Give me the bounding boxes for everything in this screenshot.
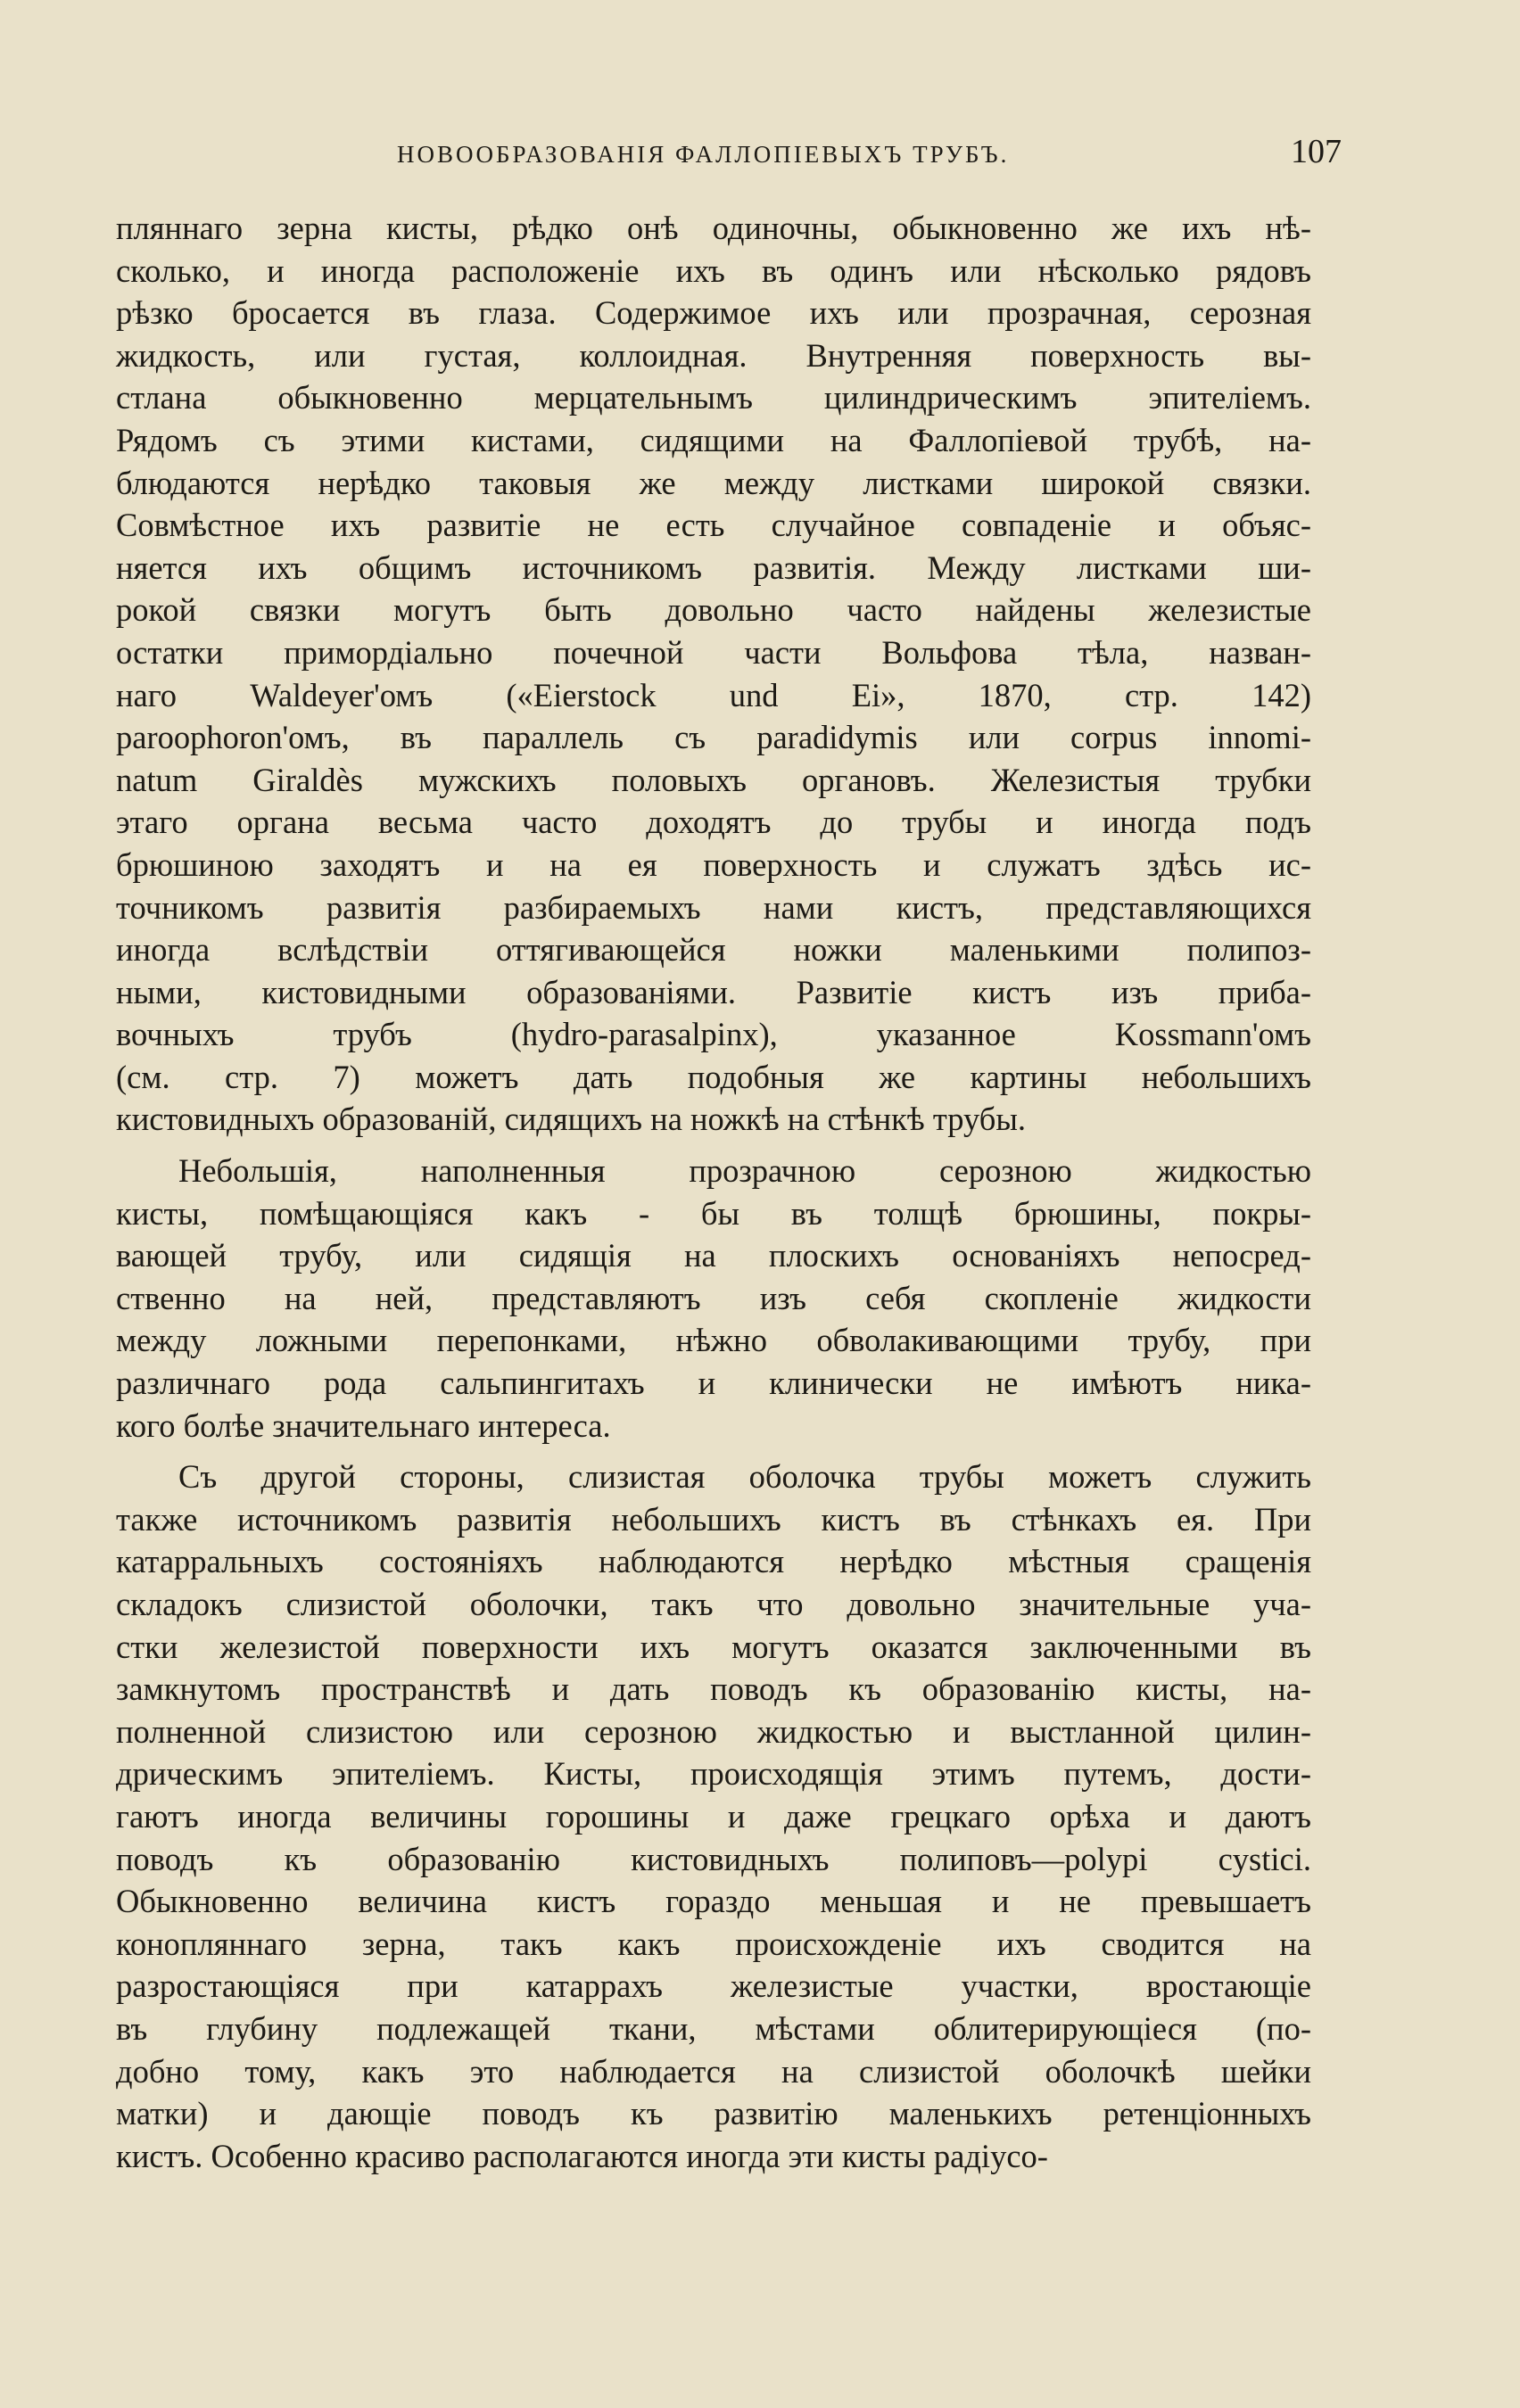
text-line: иногда вслѣдствіи оттягивающейся ножки маленькими полипоз-	[116, 931, 1311, 969]
text-line: стки железистой поверхности ихъ могутъ оказатся заключенными въ	[116, 1628, 1311, 1665]
text-line: Небольшія, наполненныя прозрачною серозною жидкостью	[178, 1152, 1311, 1190]
text-line: кистъ. Особенно красиво располагаются иногда эти кисты радіусо-	[116, 2137, 1048, 2174]
text-line: пляннаго зерна кисты, рѣдко онѣ одиночны, обыкновенно же ихъ нѣ-	[116, 210, 1311, 246]
text-line: замкнутомъ пространствѣ и дать поводъ къ образованію кисты, на-	[116, 1670, 1311, 1708]
running-title: НОВООБРАЗОВАНІЯ ФАЛЛОПІЕВЫХЪ ТРУБЪ.	[397, 141, 1010, 168]
text-line: рѣзко бросается въ глаза. Содержимое ихъ или прозрачная, серозная	[116, 294, 1311, 332]
text-line: сколько, и иногда расположеніе ихъ въ одинъ или нѣсколько рядовъ	[116, 252, 1311, 289]
text-line: различнаго рода сальпингитахъ и клинически не имѣютъ ника-	[116, 1365, 1311, 1402]
text-line: жидкость, или густая, коллоидная. Внутренняя поверхность вы-	[116, 336, 1311, 374]
text-line: Обыкновенно величина кистъ гораздо меньшая и не превышаетъ	[116, 1883, 1311, 1920]
paragraph	[116, 207, 1311, 1141]
text-line: поводъ къ образованію кистовидныхъ полиповъ—polypi cystici.	[116, 1840, 1311, 1877]
text-line: конопляннаго зерна, такъ какъ происхожденіе ихъ сводится на	[116, 1925, 1311, 1962]
text-line: няется ихъ общимъ источникомъ развитія. Между листками ши-	[116, 548, 1311, 586]
running-head	[116, 132, 1342, 177]
text-line: этаго органа весьма часто доходятъ до трубы и иногда подъ	[116, 804, 1311, 841]
text-line: складокъ слизистой оболочки, такъ что довольно значительные уча-	[116, 1586, 1311, 1622]
body-text	[116, 207, 1311, 2177]
text-line: разростающіяся при катаррахъ железистые участки, вростающіе	[116, 1967, 1311, 2005]
text-line: полненной слизистою или серозною жидкостью и выстланной цилин-	[116, 1712, 1311, 1750]
text-line: вочныхъ трубъ (hydro-parasalpinx), указанное Kossmann'омъ	[116, 1016, 1311, 1053]
text-line: въ глубину подлежащей ткани, мѣстами облитерирующіеся (по-	[116, 2009, 1311, 2047]
text-line: брюшиною заходятъ и на ея поверхность и служатъ здѣсь ис-	[116, 845, 1311, 883]
text-line: рокой связки могутъ быть довольно часто найдены железистые	[116, 591, 1311, 629]
text-line: также источникомъ развитія небольшихъ кистъ въ стѣнкахъ ея. При	[116, 1500, 1311, 1538]
text-line: блюдаются нерѣдко таковыя же между листками широкой связки.	[116, 464, 1311, 501]
text-line: между ложными перепонками, нѣжно обволакивающими трубу, при	[116, 1322, 1311, 1359]
page-number: 107	[1291, 133, 1342, 170]
text-line: гаютъ иногда величины горошины и даже грецкаго орѣха и даютъ	[116, 1797, 1311, 1835]
text-line: дрическимъ эпителіемъ. Кисты, происходящія этимъ путемъ, дости-	[116, 1755, 1311, 1793]
text-line: матки) и дающіе поводъ къ развитію маленькихъ ретенціонныхъ	[116, 2095, 1311, 2132]
text-line: остатки примордіально почечной части Вольфова тѣла, назван-	[116, 633, 1311, 671]
text-line: кисты, помѣщающіяся какъ - бы въ толщѣ брюшины, покры-	[116, 1194, 1311, 1232]
text-line: ными, кистовидными образованіями. Развитіе кистъ изъ прибa-	[116, 973, 1311, 1010]
text-line: кистовидныхъ образованій, сидящихъ на ножкѣ на стѣнкѣ трубы.	[116, 1101, 1026, 1138]
paragraph	[116, 1150, 1311, 1447]
text-line: Совмѣстное ихъ развитіе не есть случайное совпаденіе и объяс-	[116, 507, 1311, 544]
text-line: (см. стр. 7) можетъ дать подобныя же картины небольшихъ	[116, 1058, 1311, 1095]
text-line: вающей трубу, или сидящія на плоскихъ основаніяхъ непосред-	[116, 1237, 1311, 1274]
text-line: стлана обыкновенно мерцательнымъ цилиндрическимъ эпителіемъ.	[116, 379, 1311, 416]
text-line: кого болѣе значительнаго интереса.	[116, 1406, 611, 1444]
text-line: paroophoron'омъ, въ параллель съ paradidymis или corpus innomi-	[116, 719, 1311, 756]
text-line: Съ другой стороны, слизистая оболочка трубы можетъ служить	[178, 1458, 1311, 1496]
text-line: natum Giraldès мужскихъ половыхъ органовъ. Железистыя трубки	[116, 761, 1311, 798]
text-line: наго Waldeyer'омъ («Eierstock und Ei», 1870, стр. 142)	[116, 676, 1311, 713]
text-line: ственно на ней, представляютъ изъ себя скопленіе жидкости	[116, 1279, 1311, 1316]
paragraph	[116, 1456, 1311, 2177]
text-line: добно тому, какъ это наблюдается на слизистой оболочкѣ шейки	[116, 2052, 1311, 2090]
text-line: точникомъ развитія разбираемыхъ нами кистъ, представляющихся	[116, 888, 1311, 926]
text-line: Рядомъ съ этими кистами, сидящими на Фаллопіевой трубѣ, на-	[116, 421, 1311, 458]
text-line: катарральныхъ состояніяхъ наблюдаются нерѣдко мѣстныя сращенія	[116, 1543, 1311, 1580]
